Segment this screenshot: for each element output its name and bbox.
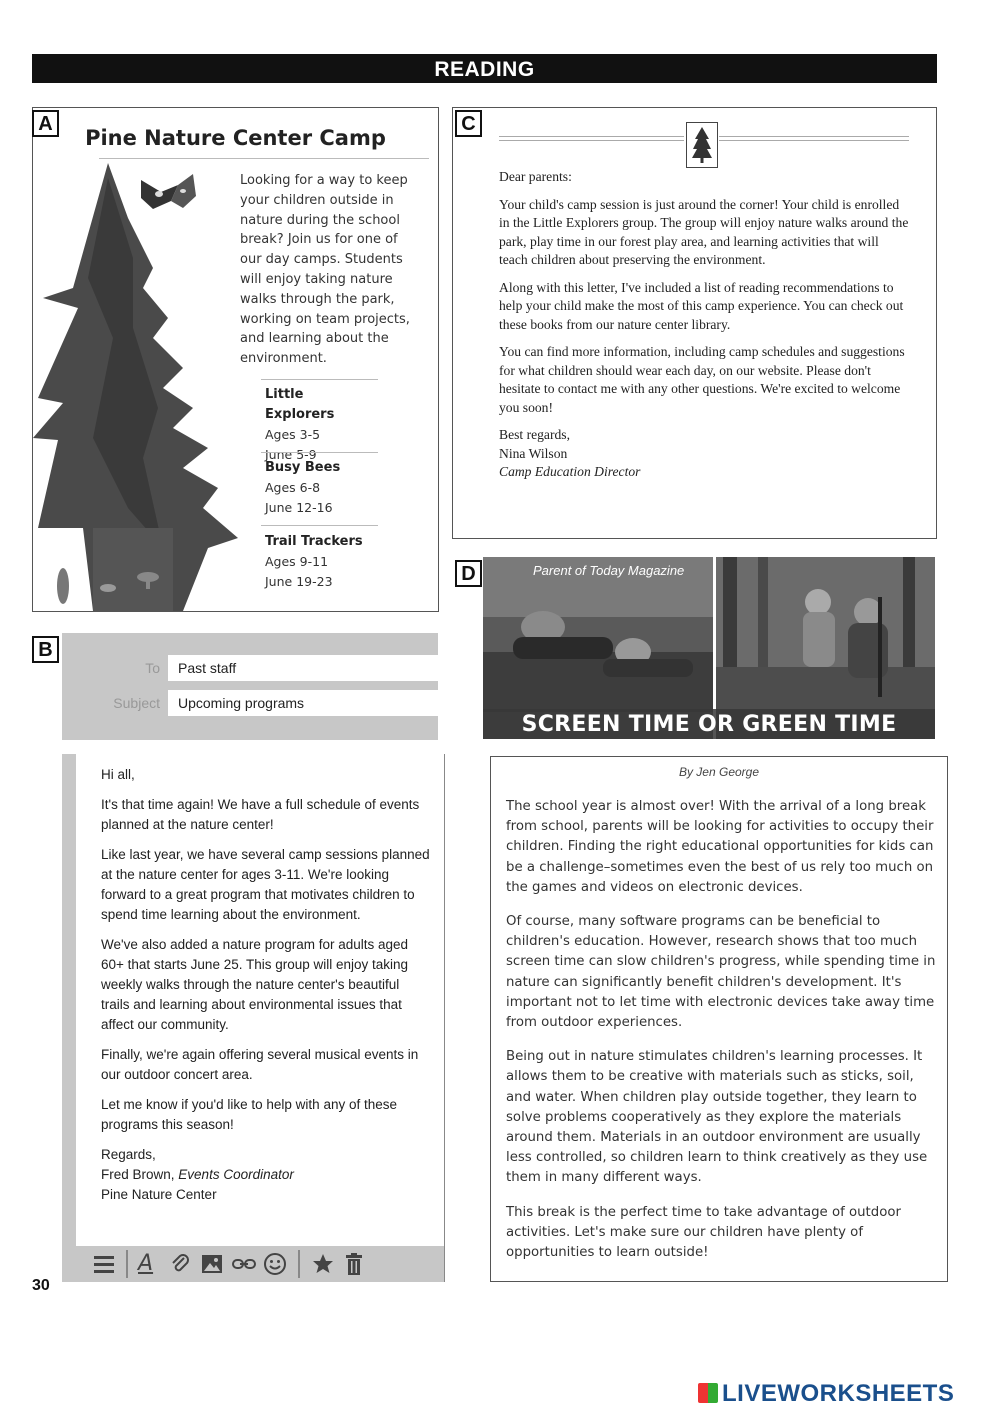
letter-paragraph: Your child's camp session is just around the corner! Your child is enrolled in the Little Explorers group. The group will enjoy nature walks around the park, play time in our forest play area, and learning activities that will teach children about preserving the environment. — [499, 196, 909, 267]
toolbar-divider — [126, 1250, 128, 1278]
label-b: B — [32, 636, 59, 663]
star-icon[interactable] — [311, 1252, 335, 1276]
attachment-icon[interactable] — [168, 1252, 192, 1276]
article-headline: SCREEN TIME OR GREEN TIME — [483, 709, 935, 739]
session-divider — [261, 452, 378, 453]
page-number: 30 — [32, 1277, 50, 1294]
letter-signer: Nina Wilson — [499, 445, 568, 461]
session-divider — [261, 379, 378, 380]
tree-icon — [687, 123, 717, 167]
letter-paragraph: You can find more information, including camp schedules and suggestions for what children should wear each day, on our website. Please don't hesitate to contact me with any other questions. We're excited to welcome you soon! — [499, 344, 905, 415]
subject-label: Subject — [113, 695, 160, 711]
label-c: C — [455, 110, 482, 137]
to-label: To — [145, 660, 160, 676]
section-banner: READING — [32, 54, 937, 83]
magazine-article — [490, 756, 948, 1282]
article-byline: By Jen George — [678, 765, 760, 779]
article-paragraph: The school year is almost over! With the arrival of a long break from school, parents will be looking for activities to occupy their children. Finding the right educational opportunities for kids can be a challenge–sometimes even the best of us rely too much on the games and videos on electronic devices. — [506, 799, 934, 895]
link-icon[interactable] — [231, 1252, 257, 1276]
email-toolbar — [76, 1246, 444, 1282]
letter-closing: Best regards, — [499, 427, 570, 442]
pine-logo — [686, 122, 718, 168]
magazine-header — [483, 557, 935, 739]
email-paragraph: Finally, we're again offering several musical events in our outdoor concert area. — [101, 1047, 419, 1082]
letterhead-rule-right — [719, 136, 909, 141]
article-paragraph: Being out in nature stimulates children's learning processes. It allows them to be creative with materials such as sticks, soil, and water. When children play outside together, they learn to solve problems cooperatively as they explore the materials around them. Materials in an outdoor environment are usually less controlled, so children learn to think creatively as they use them in many different ways. — [506, 1049, 928, 1186]
image-icon[interactable] — [200, 1252, 224, 1276]
trash-icon[interactable] — [342, 1252, 366, 1276]
to-field[interactable]: Past staff — [168, 655, 438, 681]
parent-letter — [452, 107, 937, 539]
session-trail-trackers: Trail Trackers Ages 9-11 June 19-23 — [265, 534, 363, 589]
label-a: A — [32, 110, 59, 137]
letterhead-rule-left — [499, 136, 684, 141]
email-organization: Pine Nature Center — [101, 1187, 217, 1202]
text-format-icon[interactable]: A — [138, 1251, 154, 1276]
letter-salutation: Dear parents: — [499, 169, 572, 184]
butterfly-icon — [141, 174, 196, 209]
session-little-explorers: Little Explorers Ages 3-5 June 5-9 — [265, 387, 335, 462]
article-paragraph: Of course, many software programs can be beneficial to children's education. However, research shows that too much screen time can slow children's progress, while spending time in nature can significantly benefit children's development. It's important not to let time with electronic devices take away time from outdoor experiences. — [506, 914, 936, 1031]
emoji-icon[interactable] — [263, 1252, 287, 1276]
label-d: D — [455, 560, 482, 587]
email-paragraph: We've also added a nature program for adults aged 60+ that starts June 25. This group will enjoy taking weekly walks through the nature center's beautiful trails and learning about environmental issues that affect our community. — [101, 937, 409, 1032]
subject-field[interactable]: Upcoming programs — [168, 690, 438, 716]
flyer-title: Pine Nature Center Camp — [85, 126, 386, 150]
email-closing: Regards, — [101, 1147, 156, 1162]
email-paragraph: Let me know if you'd like to help with any of these programs this season! — [101, 1097, 397, 1132]
toolbar-divider — [298, 1250, 300, 1278]
letter-paragraph: Along with this letter, I've included a list of reading recommendations to help your child make the most of this camp experience. You can check out these books from our nature center library. — [499, 279, 904, 332]
email-sidebar — [62, 754, 76, 1282]
menu-icon[interactable] — [92, 1252, 116, 1276]
email-greeting: Hi all, — [101, 767, 135, 782]
email-paragraph: Like last year, we have several camp sessions planned at the nature center for ages 3-11. We're looking forward to a great program that motivates children to spend time learning about the environment. — [101, 847, 430, 922]
flyer-description: Looking for a way to keep your children outside in nature during the school break? Join us for one of our day camps. Students will enjoy taking nature walks through the park, working on team projects, and learning about the environment. — [240, 173, 410, 367]
email-body[interactable] — [62, 754, 445, 1282]
letter-signer-title: Camp Education Director — [499, 464, 641, 479]
camp-flyer — [32, 107, 439, 612]
title-divider — [99, 158, 429, 159]
session-divider — [261, 525, 378, 526]
email-paragraph: It's that time again! We have a full schedule of events planned at the nature center! — [101, 797, 420, 832]
session-busy-bees: Busy Bees Ages 6-8 June 12-16 — [265, 460, 341, 515]
magazine-name: Parent of Today Magazine — [533, 563, 685, 578]
email-header — [62, 633, 438, 740]
email-signature: Fred Brown, Events Coordinator — [101, 1167, 294, 1182]
brand-logo: LIVEWORKSHEETS — [698, 1380, 954, 1408]
brand-icon — [698, 1383, 718, 1403]
article-paragraph: This break is the perfect time to take advantage of outdoor activities. Let's make sure our children have plenty of opportunities to learn outside! — [506, 1204, 901, 1261]
